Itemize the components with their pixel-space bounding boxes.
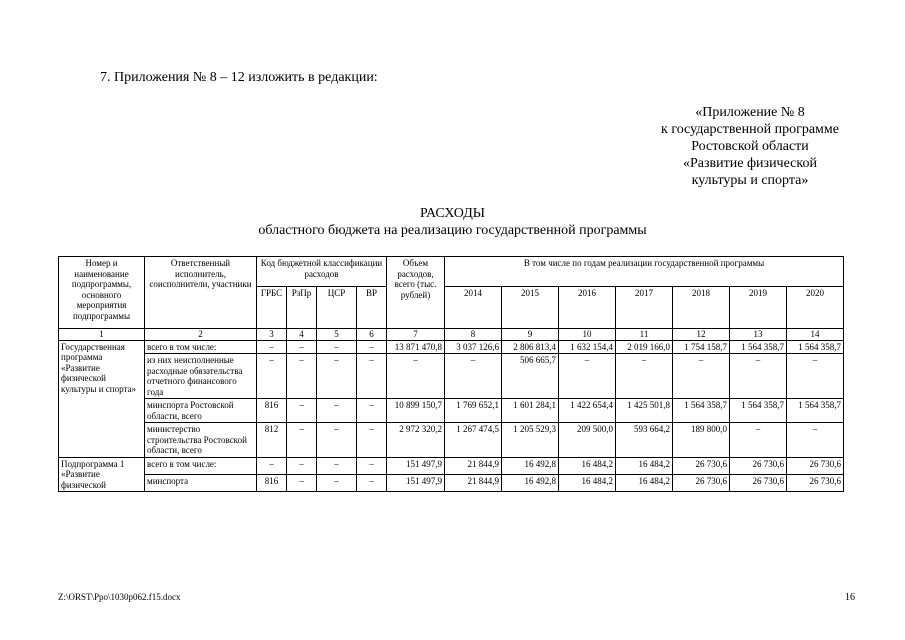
year-value-cell: 1 564 358,7 — [787, 399, 844, 423]
csr-cell: – — [317, 399, 357, 423]
vr-cell: – — [357, 354, 387, 399]
csr-cell: – — [317, 457, 357, 474]
vr-cell: – — [357, 423, 387, 458]
year-value-cell: 21 844,9 — [445, 474, 502, 491]
rzpr-cell: – — [287, 399, 317, 423]
executor-cell: минспорта Ростовской области, всего — [145, 399, 257, 423]
year-value-cell: 1 564 358,7 — [730, 340, 787, 354]
vr-cell: – — [357, 474, 387, 491]
header-csr: ЦСР — [317, 287, 357, 329]
grbs-cell: 812 — [257, 423, 287, 458]
year-value-cell: 26 730,6 — [730, 474, 787, 491]
table-row — [59, 340, 844, 354]
year-value-cell: 209 500,0 — [559, 423, 616, 458]
year-value-cell: 1 564 358,7 — [673, 399, 730, 423]
grbs-cell: 816 — [257, 399, 287, 423]
year-value-cell: 1 205 529,3 — [502, 423, 559, 458]
year-value-cell: 16 484,2 — [559, 474, 616, 491]
year-value-cell: 21 844,9 — [445, 457, 502, 474]
grbs-cell: 816 — [257, 474, 287, 491]
table-row — [59, 457, 844, 474]
executor-cell: минспорта — [145, 474, 257, 491]
column-number: 8 — [445, 329, 502, 341]
year-value-cell: 16 492,8 — [502, 457, 559, 474]
page-number: 16 — [845, 592, 855, 603]
year-value-cell: 506 665,7 — [502, 354, 559, 399]
appendix-line: «Приложение № 8 — [695, 105, 805, 120]
year-value-cell: – — [787, 423, 844, 458]
footer-file-path: Z:\ORST\Ppo\1030p062.f15.docx — [58, 592, 181, 602]
year-value-cell: – — [445, 354, 502, 399]
executor-cell: министерство строительства Ростовской области, всего — [145, 423, 257, 458]
rzpr-cell: – — [287, 354, 317, 399]
program-name-cell: Государственная программа «Развитие физической культуры и спорта» — [59, 340, 145, 457]
column-number: 12 — [673, 329, 730, 341]
year-value-cell: 2 806 813,4 — [502, 340, 559, 354]
total-cell: – — [387, 354, 445, 399]
title-main: РАСХОДЫ — [420, 206, 485, 221]
intro-text: 7. Приложения № 8 – 12 изложить в редакции: — [100, 70, 378, 85]
appendix-line: Ростовской области — [691, 139, 809, 154]
year-value-cell: 26 730,6 — [730, 457, 787, 474]
appendix-line: «Развитие физической — [683, 156, 817, 171]
year-value-cell: 26 730,6 — [673, 474, 730, 491]
appendix-line: культуры и спорта» — [691, 173, 809, 188]
year-value-cell: 1 267 474,5 — [445, 423, 502, 458]
executor-cell: из них неисполненные расходные обязательства отчетного финансового года — [145, 354, 257, 399]
total-cell: 2 972 320,2 — [387, 423, 445, 458]
header-year: 2014 — [445, 287, 502, 329]
year-value-cell: 16 484,2 — [559, 457, 616, 474]
column-number: 2 — [145, 329, 257, 341]
year-value-cell: 26 730,6 — [787, 474, 844, 491]
csr-cell: – — [317, 474, 357, 491]
header-program: Номер и наименование подпрограммы, основного мероприятия подпрограммы — [59, 257, 145, 329]
year-value-cell: – — [787, 354, 844, 399]
year-value-cell: – — [616, 354, 673, 399]
rzpr-cell: – — [287, 340, 317, 354]
vr-cell: – — [357, 457, 387, 474]
grbs-cell: – — [257, 340, 287, 354]
year-value-cell: 1 754 158,7 — [673, 340, 730, 354]
rzpr-cell: – — [287, 423, 317, 458]
column-number: 5 — [317, 329, 357, 341]
column-number: 9 — [502, 329, 559, 341]
column-number: 7 — [387, 329, 445, 341]
header-years-group: В том числе по годам реализации государственной программы — [445, 257, 844, 287]
year-value-cell: 189 800,0 — [673, 423, 730, 458]
column-number: 3 — [257, 329, 287, 341]
csr-cell: – — [317, 423, 357, 458]
appendix-reference — [620, 104, 880, 189]
total-cell: 151 497,9 — [387, 457, 445, 474]
year-value-cell: 1 632 154,4 — [559, 340, 616, 354]
year-value-cell: – — [730, 423, 787, 458]
table-row — [59, 354, 844, 399]
year-value-cell: 1 769 652,1 — [445, 399, 502, 423]
appendix-line: к государственной программе — [661, 122, 839, 137]
header-year: 2017 — [616, 287, 673, 329]
document-title — [0, 205, 905, 239]
header-rzpr: РзПр — [287, 287, 317, 329]
year-value-cell: 16 484,2 — [616, 457, 673, 474]
column-number: 11 — [616, 329, 673, 341]
header-year: 2016 — [559, 287, 616, 329]
rzpr-cell: – — [287, 474, 317, 491]
column-number: 14 — [787, 329, 844, 341]
total-cell: 151 497,9 — [387, 474, 445, 491]
vr-cell: – — [357, 340, 387, 354]
header-vr: ВР — [357, 287, 387, 329]
grbs-cell: – — [257, 354, 287, 399]
column-number: 1 — [59, 329, 145, 341]
column-number: 10 — [559, 329, 616, 341]
year-value-cell: 26 730,6 — [787, 457, 844, 474]
header-row — [59, 257, 844, 287]
column-number: 6 — [357, 329, 387, 341]
title-subtitle: областного бюджета на реализацию государственной программы — [258, 223, 647, 238]
total-cell: 10 899 150,7 — [387, 399, 445, 423]
program-name-cell: Подпрограмма 1 «Развитие физической — [59, 457, 145, 492]
year-value-cell: 1 564 358,7 — [730, 399, 787, 423]
grbs-cell: – — [257, 457, 287, 474]
table-row — [59, 474, 844, 491]
expenses-table — [58, 256, 844, 492]
header-budget-code: Код бюджетной классификации расходов — [257, 257, 387, 287]
year-value-cell: – — [673, 354, 730, 399]
year-value-cell: 593 664,2 — [616, 423, 673, 458]
column-number: 4 — [287, 329, 317, 341]
rzpr-cell: – — [287, 457, 317, 474]
year-value-cell: – — [559, 354, 616, 399]
year-value-cell: 1 564 358,7 — [787, 340, 844, 354]
year-value-cell: 3 037 126,6 — [445, 340, 502, 354]
column-number-row — [59, 329, 844, 341]
year-value-cell: 2 019 166,0 — [616, 340, 673, 354]
csr-cell: – — [317, 354, 357, 399]
year-value-cell: 16 492,8 — [502, 474, 559, 491]
year-value-cell: – — [730, 354, 787, 399]
year-value-cell: 1 425 501,8 — [616, 399, 673, 423]
total-cell: 13 871 470,8 — [387, 340, 445, 354]
executor-cell: всего в том числе: — [145, 340, 257, 354]
header-year: 2015 — [502, 287, 559, 329]
year-value-cell: 1 601 284,1 — [502, 399, 559, 423]
header-grbs: ГРБС — [257, 287, 287, 329]
header-total: Объем расходов, всего (тыс. рублей) — [387, 257, 445, 329]
csr-cell: – — [317, 340, 357, 354]
executor-cell: всего в том числе: — [145, 457, 257, 474]
table-row — [59, 423, 844, 458]
year-value-cell: 1 422 654,4 — [559, 399, 616, 423]
header-year: 2018 — [673, 287, 730, 329]
table-row — [59, 399, 844, 423]
header-year: 2020 — [787, 287, 844, 329]
header-executor: Ответственный исполнитель, соисполнители, участники — [145, 257, 257, 329]
year-value-cell: 16 484,2 — [616, 474, 673, 491]
vr-cell: – — [357, 399, 387, 423]
year-value-cell: 26 730,6 — [673, 457, 730, 474]
column-number: 13 — [730, 329, 787, 341]
expenses-table-container — [58, 256, 844, 492]
header-year: 2019 — [730, 287, 787, 329]
